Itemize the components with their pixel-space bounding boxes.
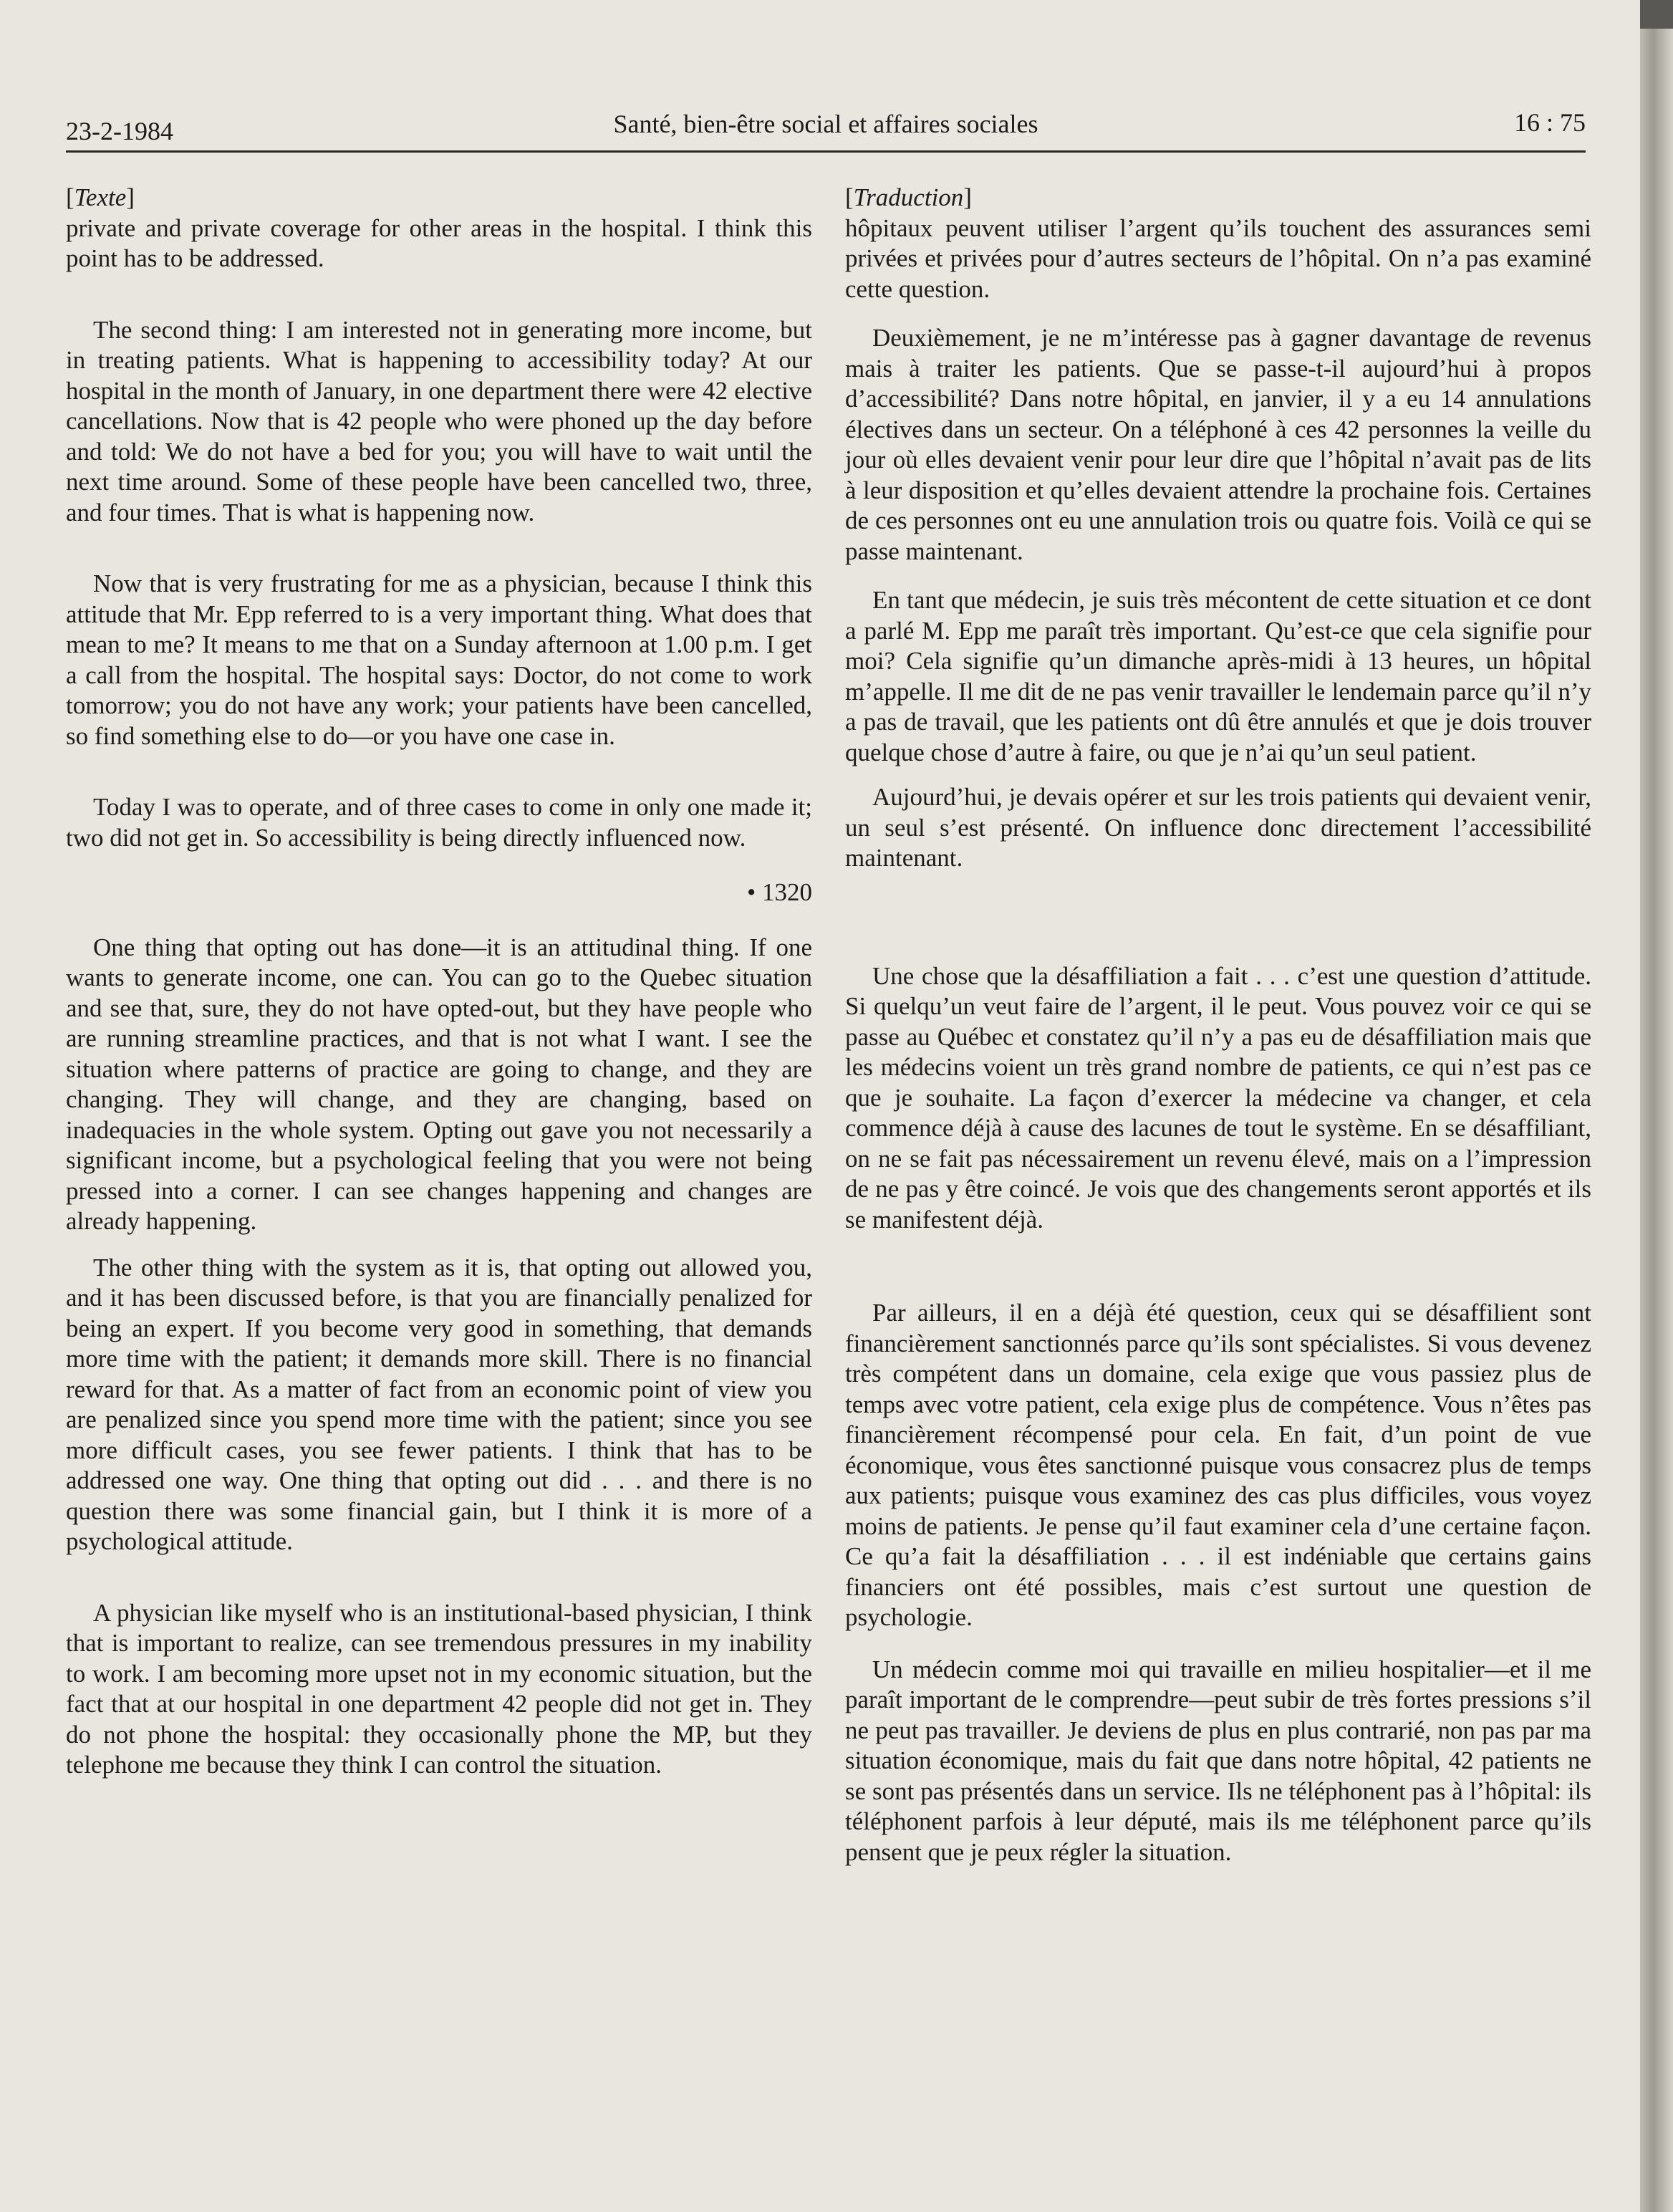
paragraph-en-6: The other thing with the system as it is, that opting out allowed you, and it has been discussed before, is that you are financially penalized for being an expert. If you become very good in something, that demands more time with the patient; it demands more skill. There is no financial reward for that. As a matter of fact from an economic point of view you are penalized since you spend more time with the patient; since you see more difficult cases, you see fewer patients. I think that has to be addressed one way. One thing that opting out did . . . and there is no question there was some financial gain, but I think it is more of a psychological attitude. (66, 1253, 812, 1555)
paragraph-en-2: The second thing: I am interested not in generating more income, but in treating patients. What is happening to accessibility today? At our hospital in the month of January, in one department there were 42 elective cancellations. Now that is 42 people who were phoned up the day before and told: We do not have a bed for you; you will have to wait until the next time around. Some of these people have been cancelled two, three, and four times. That is what is happening now. (66, 315, 812, 526)
column-label-traduction: [Traduction] (845, 183, 972, 211)
paragraph-en-7: A physician like myself who is an institutional-based physician, I think that is important to realize, can see tremendous pressures in my inability to work. I am becoming more upset not in my economic situation, but the fact that at our hospital in one department 42 people did not get in. They do not phone the hospital: they occasionally phone the MP, but they telephone me because they think I can control the situation. (66, 1598, 812, 1779)
header-title: Santé, bien-être social et affaires sociales (613, 110, 1038, 138)
paragraph-fr-7: Un médecin comme moi qui travaille en milieu hospitalier—et il me paraît important de le comprendre—peut subir de très fortes pressions s’il ne peut pas travailler. Je deviens de plus en plus contrarié, non pas par ma situation économique, mais du fait que dans notre hôpital, 42 patients ne se sont pas présentés dans un service. Ils ne téléphonent pas à l’hôpital: ils téléphonent parfois à leur député, mais ils me téléphonent parce qu’ils pensent que je peux régler la situation. (845, 1655, 1591, 1866)
paragraph-fr-6: Par ailleurs, il en a déjà été question, ceux qui se désaffilient sont financièrement sanctionnés parce qu’ils sont spécialistes. Si vous devenez très compétent dans un domaine, cela exige que vous passiez plus de temps avec votre patient, cela exige plus de compétence. Vous n’êtes pas financièrement récompensé pour cela. En fait, d’un point de vue économique, vous êtes sanctionné puisque vous consacrez plus de temps aux patients; puisque vous examinez des cas plus difficiles, vous voyez moins de patients. Je pense qu’il faut examiner cela d’une certaine façon. Ce qu’a fait la désaffiliation . . . il est indéniable que certains gains financiers ont été possibles, mais c’est surtout une question de psychologie. (845, 1299, 1591, 1631)
label-text: Texte (74, 183, 127, 211)
header-rule (66, 150, 1586, 153)
column-english (66, 183, 812, 1781)
paragraph-fr-5: Une chose que la désaffiliation a fait . . . c’est une question d’attitude. Si quelqu’un veut faire de l’argent, il le peut. Vous pouvez voir ce qui se passe au Québec et constatez qu’il n’y a pas eu de désaffiliation mais que les médecins voient un très grand nombre de patients, ce qui n’est pas ce que je souhaite. La façon d’exercer la médecine va changer, et cela commence déjà à cause des lacunes de tout le système. En se désaffiliant, on ne se fait pas nécessairement un revenu élevé, mais on a l’impression de ne pas y être coincé. Je vois que des changements seront apportés et ils se manifestent déjà. (845, 961, 1591, 1234)
paragraph-en-3: Now that is very frustrating for me as a physician, because I think this attitude that Mr. Epp referred to is a very important thing. What does that mean to me? It means to me that on a Sunday afternoon at 1.00 p.m. I get a call from the hospital. The hospital says: Doctor, do not come to work tomorrow; you do not have any work; your patients have been cancelled, so find something else to do—or you have one case in. (66, 569, 812, 750)
paragraph-fr-2: Deuxièmement, je ne m’intéresse pas à gagner davantage de revenus mais à traiter les patients. Que se passe-t-il aujourd’hui à propos d’accessibilité? Dans notre hôpital, en janvier, il y a eu 14 annulations électives dans un secteur. On a téléphoné à ces 42 personnes la veille du jour où elles devaient venir pour leur dire que l’hôpital n’avait pas de lits à leur disposition et qu’elles devaient attendre la prochaine fois. Certaines de ces personnes ont eu une annulation trois ou quatre fois. Voilà ce qui se passe maintenant. (845, 324, 1591, 565)
page-header (66, 106, 1586, 152)
book-edge (1640, 0, 1673, 2212)
paragraph-fr-1: hôpitaux peuvent utiliser l’argent qu’ils touchent des assurances semi privées et privées pour d’autres secteurs de l’hôpital. On n’a pas examiné cette question. (845, 213, 1591, 303)
paragraph-en-1: private and private coverage for other areas in the hospital. I think this point has to be addressed. (66, 213, 812, 272)
book-edge-top (1640, 0, 1673, 29)
paragraph-en-5: One thing that opting out has done—it is an attitudinal thing. If one wants to generate income, one can. You can go to the Quebec situation and see that, sure, they do not have opted-out, but they have people who are running streamline practices, and that is not what I want. I see the situation where patterns of practice are going to change, and they are changing. They will change, and they are changing, based on inadequacies in the whole system. Opting out gave you not necessarily a significant income, but a psychological feeling that you were not being pressed into a corner. I can see changes happening and changes are already happening. (66, 933, 812, 1235)
paragraph-fr-3: En tant que médecin, je suis très mécontent de cette situation et ce dont a parlé M. Epp me paraît très important. Qu’est-ce que cela signifie pour moi? Cela signifie qu’un dimanche après-midi à 13 heures, un hôpital m’appelle. Il me dit de ne pas venir travailler le lendemain parce qu’il n’y a pas de travail, que les patients ont dû être annulés et que je dois trouver quelque chose d’autre à faire, ou que je n’ai qu’un seul patient. (845, 586, 1591, 766)
header-date: 23-2-1984 (66, 117, 173, 145)
column-label-texte: [Texte] (66, 183, 135, 211)
paragraph-en-4: Today I was to operate, and of three cases to come in only one made it; two did not get in. So accessibility is being directly influenced now. (66, 793, 812, 852)
paragraph-fr-4: Aujourd’hui, je devais opérer et sur les trois patients qui devaient venir, un seul s’est présenté. On influence donc directement l’accessibilité maintenant. (845, 783, 1591, 872)
sitting-time-marker: • 1320 (746, 878, 812, 906)
column-french (845, 183, 1591, 1867)
header-page-number: 16 : 75 (1513, 108, 1586, 137)
label-text: Traduction (853, 183, 964, 211)
